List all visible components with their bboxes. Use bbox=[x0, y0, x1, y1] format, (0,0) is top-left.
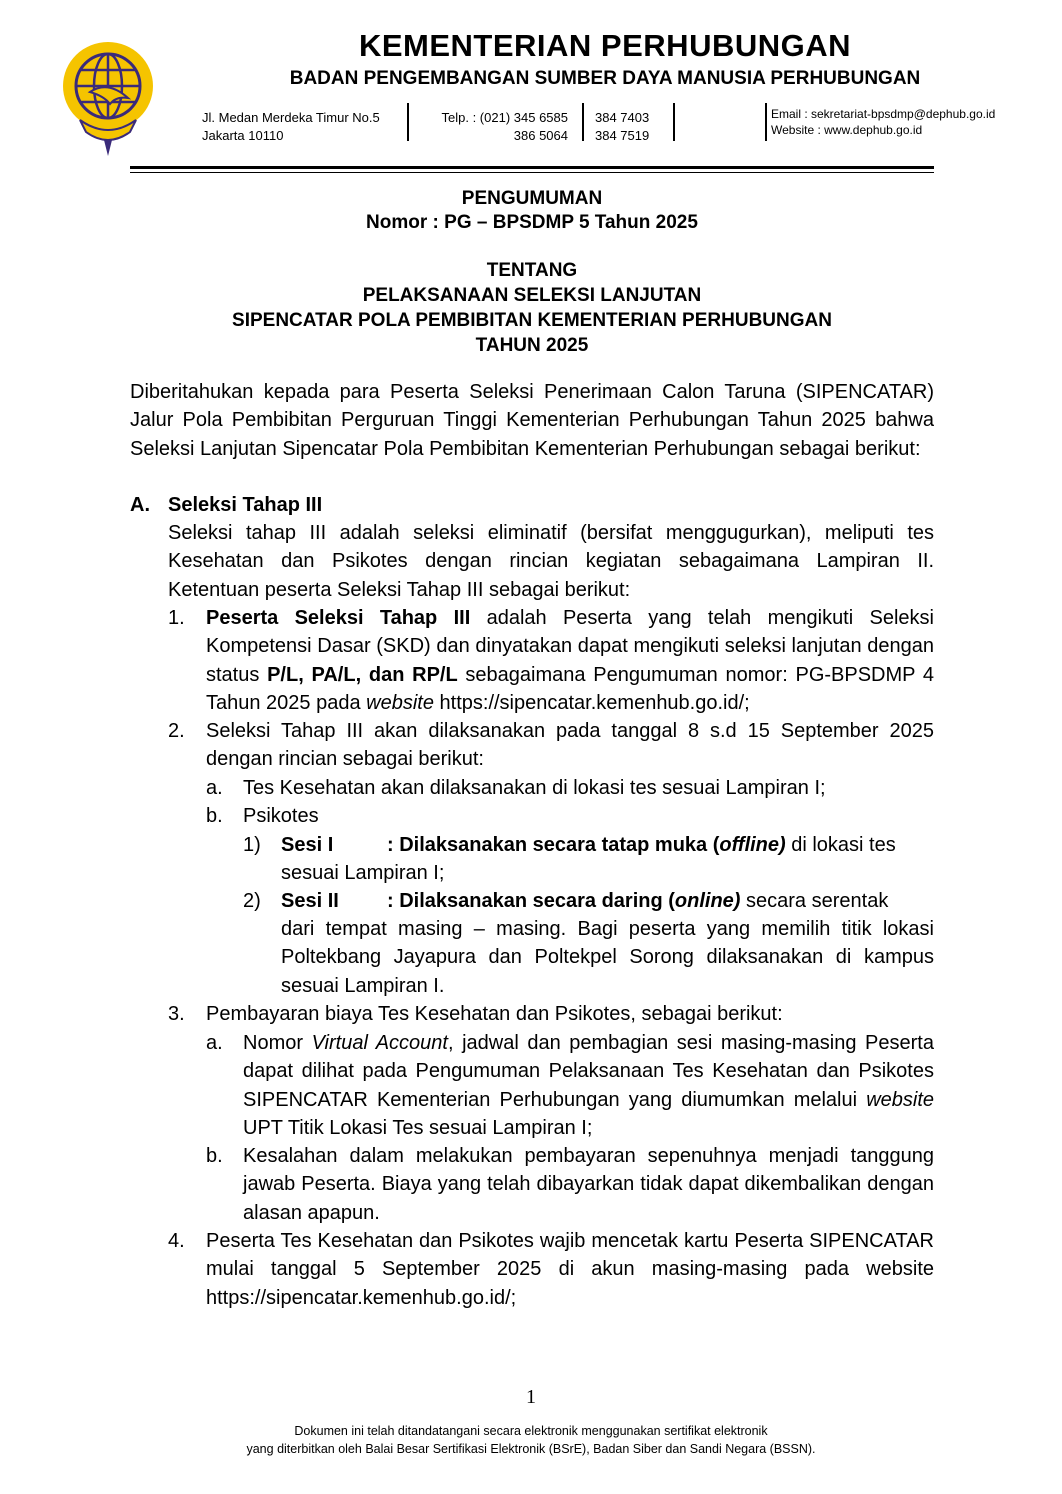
item-4-number: 4. bbox=[168, 1230, 185, 1252]
section-a-text: Seleksi tahap III adalah seleksi eliminatif (bersifat menggugurkan), meliputi tes Kesehatan dan Psikotes dengan rincian kegiatan sebagaimana Lampiran II. Ketentuan peserta Seleksi Tahap III sebagai berikut: bbox=[168, 522, 934, 601]
ministry-logo-icon bbox=[60, 40, 156, 158]
item-1-part1: adalah Peserta yang telah mengikuti Seleksi Kompetensi Dasar (SKD) dan dinyatakan dapat mengikuti seleksi lanjutan dengan status bbox=[206, 607, 934, 686]
footer-line2: yang diterbitkan oleh Balai Besar Sertifikasi Elektronik (BSrE), Badan Siber dan Sandi Negara (BSSN). bbox=[246, 1442, 816, 1456]
item-3a-label: a. bbox=[206, 1032, 223, 1054]
divider bbox=[673, 103, 675, 141]
item-3a-part1: Nomor bbox=[243, 1032, 312, 1054]
divider bbox=[765, 103, 767, 141]
phone-line3: 384 7403 bbox=[595, 110, 650, 125]
item-4-text: Peserta Tes Kesehatan dan Psikotes wajib mencetak kartu Peserta SIPENCATAR mulai tanggal 5 September 2025 di akun masing-masing pada website https://sipencatar.kemenhub.go.id/; bbox=[206, 1230, 934, 1309]
doc-heading: PENGUMUMAN bbox=[461, 188, 603, 209]
item-1-italic: website bbox=[366, 691, 434, 714]
session-2-desc bbox=[387, 887, 934, 915]
item-2-text: Seleksi Tahap III akan dilaksanakan pada tanggal 8 s.d 15 September 2025 dengan rincian sebagai berikut: bbox=[206, 720, 934, 771]
item-2b-text: Psikotes bbox=[243, 805, 319, 827]
doc-subject-line3: TAHUN 2025 bbox=[475, 335, 589, 356]
item-3b-text: Kesalahan dalam melakukan pembayaran sepenuhnya menjadi tanggung jawab Peserta. Biaya yang telah dibayarkan tidak dapat dikembalikan dengan alasan apapun. bbox=[243, 1145, 934, 1224]
item-2-number: 2. bbox=[168, 720, 185, 742]
phone-line2: 386 5064 bbox=[513, 128, 568, 143]
divider bbox=[407, 103, 409, 141]
address-line1: Jl. Medan Merdeka Timur No.5 bbox=[202, 110, 380, 125]
item-3b-label: b. bbox=[206, 1145, 223, 1167]
session-1-rest: di lokasi tes bbox=[785, 834, 896, 856]
page-number: 1 bbox=[526, 1386, 536, 1408]
item-3a-text bbox=[243, 1029, 934, 1142]
website-text: Website : www.dephub.go.id bbox=[771, 123, 923, 137]
ministry-name: KEMENTERIAN PERHUBUNGAN bbox=[358, 28, 851, 63]
doc-subject-line2: SIPENCATAR POLA PEMBIBITAN KEMENTERIAN PERHUBUNGAN bbox=[232, 310, 832, 331]
item-1-link[interactable]: https://sipencatar.kemenhub.go.id/; bbox=[433, 691, 750, 714]
session-2-rest: secara serentak bbox=[740, 890, 889, 912]
item-1-part2: sebagaimana Pengumuman nomor: PG-BPSDMP 4 Tahun 2025 pada bbox=[206, 663, 934, 714]
item-1-status: P/L, PA/L, dan RP/L bbox=[267, 663, 458, 686]
agency-name: BADAN PENGEMBANGAN SUMBER DAYA MANUSIA PERHUBUNGAN bbox=[289, 68, 921, 89]
footer-line1: Dokumen ini telah ditandatangani secara elektronik menggunakan sertifikat elektronik bbox=[294, 1424, 768, 1438]
session-2-title: Sesi II bbox=[281, 890, 339, 912]
header-rule-thin bbox=[130, 172, 934, 173]
session-1-label: 1) bbox=[243, 834, 261, 856]
item-3a-italic1: Virtual Account bbox=[311, 1032, 448, 1054]
address-line2: Jakarta 10110 bbox=[202, 128, 284, 143]
item-3-text: Pembayaran biaya Tes Kesehatan dan Psikotes, sebagai berikut: bbox=[206, 1003, 783, 1025]
session-1-mode: : Dilaksanakan secara tatap muka ( bbox=[387, 834, 720, 856]
session-2-italic: online) bbox=[674, 890, 741, 912]
address-block bbox=[202, 109, 380, 145]
email-text: Email : sekretariat-bpsdmp@dephub.go.id bbox=[771, 107, 996, 121]
session-1-line2: sesuai Lampiran I; bbox=[281, 862, 445, 884]
item-3a-part2: , jadwal dan pembagian sesi masing-masing Peserta dapat dilihat pada Pengumuman Pelaksanaan Tes Kesehatan dan Psikotes SIPENCATAR Kementerian Perhubungan yang diumumkan melalui bbox=[243, 1032, 934, 1111]
session-2-mode: : Dilaksanakan secara daring ( bbox=[387, 890, 675, 912]
session-1-title: Sesi I bbox=[281, 834, 334, 856]
phone-block bbox=[428, 109, 568, 145]
session-2-line2: dari tempat masing – masing. Bagi peserta yang memilih titik lokasi Poltekbang Jayapura dan Poltekpel Sorong dilaksanakan di kampus sesuai Lampiran I. bbox=[281, 918, 934, 997]
item-3a-part3: UPT Titik Lokasi Tes sesuai Lampiran I; bbox=[243, 1116, 593, 1139]
phone-block-2 bbox=[595, 109, 649, 145]
session-1-italic: offline) bbox=[719, 834, 786, 856]
session-1-desc bbox=[387, 831, 934, 859]
item-3-number: 3. bbox=[168, 1003, 185, 1025]
section-a-title: Seleksi Tahap III bbox=[168, 494, 323, 516]
divider bbox=[582, 103, 584, 141]
intro-paragraph: Diberitahukan kepada para Peserta Seleksi Penerimaan Calon Taruna (SIPENCATAR) Jalur Pola Pembibitan Perguruan Tinggi Kementerian Perhubungan Tahun 2025 bahwa Seleksi Lanjutan Sipencatar Pola Pembibitan Kementerian Perhubungan sebagai berikut: bbox=[130, 381, 934, 460]
item-3a-italic2: website bbox=[866, 1088, 934, 1111]
header-rule bbox=[130, 166, 934, 169]
item-1-number: 1. bbox=[168, 607, 185, 629]
session-2-label: 2) bbox=[243, 890, 261, 912]
contact-block bbox=[771, 106, 995, 138]
item-2b-label: b. bbox=[206, 805, 223, 827]
item-1-text bbox=[206, 604, 934, 717]
doc-about: TENTANG bbox=[486, 260, 578, 281]
item-1-bold: Peserta Seleksi Tahap III bbox=[206, 607, 471, 629]
phone-line4: 384 7519 bbox=[595, 128, 650, 143]
doc-number: Nomor : PG – BPSDMP 5 Tahun 2025 bbox=[366, 212, 698, 233]
phone-line1: Telp. : (021) 345 6585 bbox=[441, 110, 568, 125]
doc-subject-line1: PELAKSANAAN SELEKSI LANJUTAN bbox=[362, 285, 702, 306]
item-2a-label: a. bbox=[206, 777, 223, 799]
section-a-label: A. bbox=[130, 494, 150, 516]
item-2a-text: Tes Kesehatan akan dilaksanakan di lokasi tes sesuai Lampiran I; bbox=[243, 777, 826, 799]
